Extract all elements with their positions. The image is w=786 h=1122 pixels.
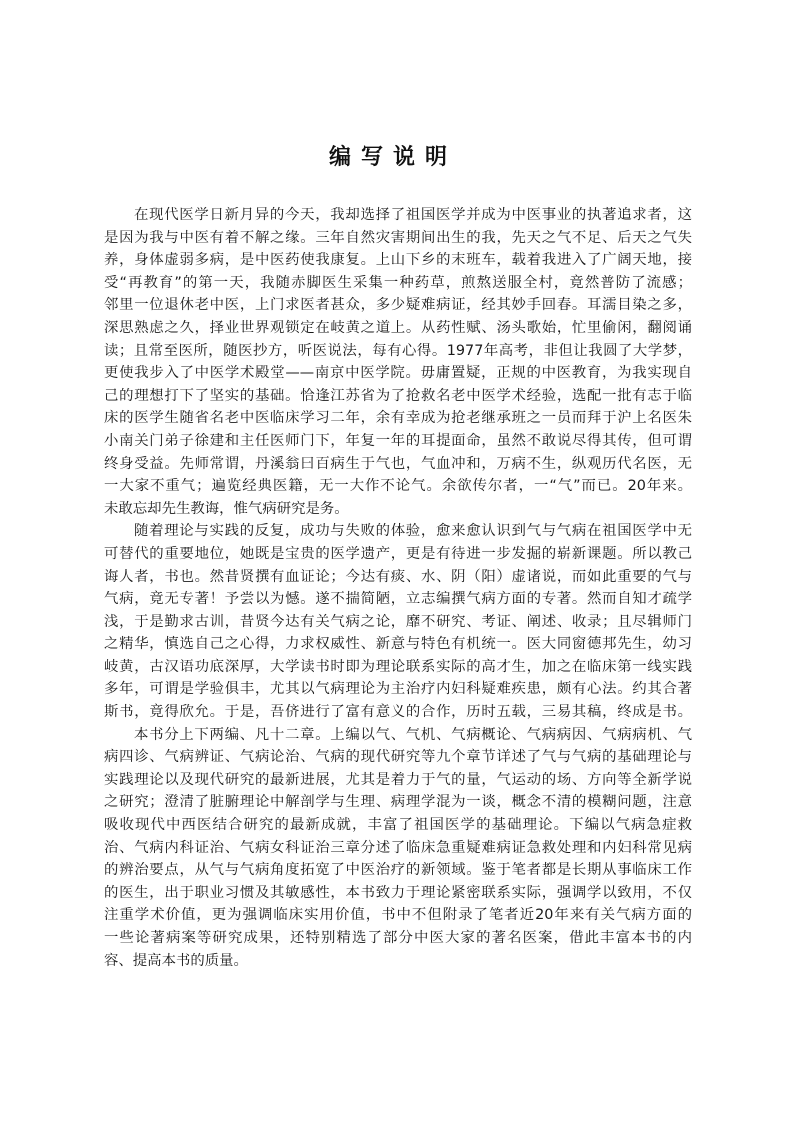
- text-line: 病四诊、气病辨证、气病论治、气病的现代研究等九个章节详述了气与气病的基础理论与: [104, 749, 692, 766]
- document-body: [104, 204, 692, 972]
- text-line: 之研究；澄清了脏腑理论中解剖学与生理、病理学混为一谈，概念不清的模糊问题，注意: [104, 794, 692, 811]
- text-line: 床的医学生随省名老中医临床学习二年，余有幸成为抢老继承班之一员而拜于沪上名医朱: [104, 410, 692, 427]
- text-line: 未敢忘却先生教诲，惟气病研究是务。: [104, 500, 349, 517]
- text-line: 诲人者，书也。然昔贤撰有血证论；今达有痰、水、阴（阳）虚诸说，而如此重要的气与: [104, 568, 692, 585]
- text-line: 治、气病内科证治、气病女科证治三章分述了临床急重疑难病证急救处理和内妇科常见病: [104, 839, 692, 856]
- paragraph-1: [104, 204, 692, 520]
- text-line: 岐黄，古汉语功底深厚，大学读书时即为理论联系实际的高才生，加之在临床第一线实践: [104, 658, 692, 675]
- text-line: 一大家不重气；遍览经典医籍，无一大作不论气。余欲传尔者，一“气”而已。20年来。: [104, 478, 692, 495]
- text-line: 邻里一位退休老中医，上门求医者甚众，多少疑难病证，经其妙手回春。耳濡目染之多，: [104, 297, 692, 314]
- text-line: 可替代的重要地位，她既是宝贵的医学遗产，更是有待进一步发掘的崭新课题。所以教己: [104, 545, 692, 562]
- text-line: 小南关门弟子徐建和主任医师门下，年复一年的耳提面命，虽然不敢说尽得其传，但可谓: [104, 432, 692, 449]
- text-line: 浅，于是勤求古训，昔贤今达有关气病之论，靡不研究、考证、阐述、收录；且尽辑师门: [104, 613, 692, 630]
- text-line: 一些论著病案等研究成果，还特别精选了部分中医大家的著名医案，借此丰富本书的内: [104, 930, 692, 946]
- text-line: 更使我步入了中医学术殿堂——南京中医学院。毋庸置疑，正规的中医教育，为我实现自: [104, 365, 692, 382]
- text-line: 本书分上下两编、凡十二章。上编以气、气机、气病概论、气病病因、气病病机、气: [134, 726, 692, 743]
- page-title: 编写说明: [328, 145, 457, 170]
- text-line: 己的理想打下了坚实的基础。恰逢江苏省为了抢救名老中医学术经验，选配一批有志于临: [104, 387, 692, 404]
- text-line: 在现代医学日新月异的今天，我却选择了祖国医学并成为中医事业的执著追求者，这: [134, 207, 692, 223]
- text-line: 之精华，慎选自己之心得，力求权威性、新意与特色有机统一。医大同窗德邦先生，幼习: [104, 636, 692, 653]
- text-line: 注重学术价值，更为强调临床实用价值，书中不但附录了笔者近20年来有关气病方面的: [104, 907, 692, 924]
- paragraph-3: [104, 724, 692, 973]
- text-line: 气病，竟无专著！予尝以为憾。遂不揣简陋，立志编撰气病方面的专著。然而自知才疏学: [104, 591, 692, 608]
- text-line: 的医生，出于职业习惯及其敏感性，本书致力于理论紧密联系实际，强调学以致用，不仅: [104, 884, 692, 901]
- text-line: 多年，可谓是学验俱丰，尤其以气病理论为主治疗内妇科疑难疾患，颇有心法。约其合著: [104, 681, 692, 698]
- text-line: 实践理论以及现代研究的最新进展，尤其是着力于气的量，气运动的场、方向等全新学说: [104, 771, 692, 788]
- paragraph-2: [104, 520, 692, 723]
- text-line: 深思熟虑之久，择业世界观锁定在岐黄之道上。从药性赋、汤头歌始，忙里偷闲，翻阅诵: [104, 319, 692, 336]
- text-line: 斯书，竟得欣允。于是，吾侪进行了富有意义的合作，历时五载，三易其稿，终成是书。: [104, 704, 692, 721]
- text-line: 读；且常至医所，随医抄方，听医说法，每有心得。1977年高考，非但让我圆了大学梦，: [104, 342, 692, 359]
- text-line: 的辨治要点，从气与气病角度拓宽了中医治疗的新领域。鉴于笔者都是长期从事临床工作: [104, 862, 692, 879]
- text-line: 受“再教育”的第一天，我随赤脚医生采集一种药草，煎熬送服全村，竟然普防了流感；: [104, 274, 692, 291]
- text-line: 终身受益。先师常谓，丹溪翁曰百病生于气也，气血冲和，万病不生，纵观历代名医，无: [104, 455, 692, 472]
- text-line: 容、提高本书的质量。: [104, 952, 248, 969]
- text-line: 吸收现代中西医结合研究的最新成就，丰富了祖国医学的基础理论。下编以气病急症救: [104, 817, 692, 834]
- text-line: 随着理论与实践的反复，成功与失败的体验，愈来愈认识到气与气病在祖国医学中无: [134, 523, 692, 540]
- text-line: 是因为我与中医有着不解之缘。三年自然灾害期间出生的我，先天之气不足、后天之气失: [104, 229, 692, 246]
- text-line: 养，身体虚弱多病，是中医药使我康复。上山下乡的末班车，载着我进入了广阔天地，接: [104, 252, 692, 269]
